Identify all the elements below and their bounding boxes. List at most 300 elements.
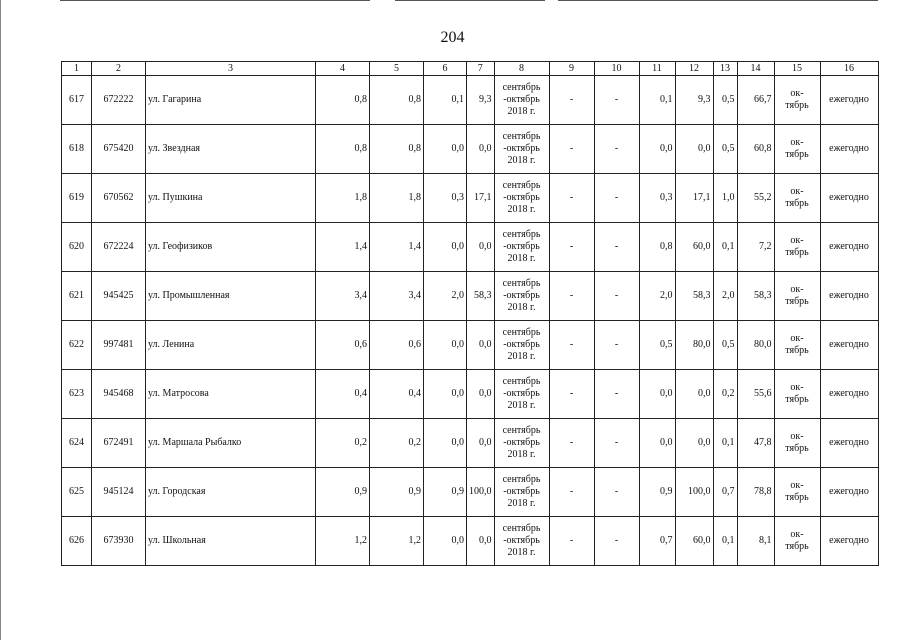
cell-text: 945468 [103,388,134,399]
cell-text: 0,8 [660,241,673,252]
value-cell-14 [737,468,774,517]
cell-text: ежегодно [829,535,869,546]
cell-text: - [569,339,574,350]
cell-text: - [569,388,574,399]
cell-text: 0,1 [722,437,735,448]
column-header: 16 [820,62,878,76]
cell-text: ежегодно [829,143,869,154]
value-cell-9 [549,125,594,174]
cell-text: тябрь [785,541,809,552]
cell-text: 0,0 [660,143,673,154]
row-number-cell [62,223,92,272]
value-cell-6 [424,321,467,370]
value-cell-5 [370,468,424,517]
cell-text: ул. Звездная [148,143,201,154]
cell-text: сентябрь [502,523,541,534]
value-cell-5 [370,223,424,272]
month-cell [774,321,820,370]
cell-text: ежегодно [829,437,869,448]
value-cell-6 [424,419,467,468]
period-cell [494,321,549,370]
cell-text: ок- [790,186,804,197]
value-cell-5 [370,76,424,125]
frequency-cell [820,419,878,468]
value-cell-4 [316,321,370,370]
cell-text: 0,5 [660,339,673,350]
cell-text: тябрь [785,149,809,160]
period-cell [494,272,549,321]
cell-text: - [614,143,619,154]
value-cell-13 [713,174,737,223]
cell-text: 60,0 [693,535,711,546]
cell-text: - [569,437,574,448]
month-cell [774,125,820,174]
code-cell [92,419,146,468]
cell-text: - [569,241,574,252]
cell-text: ул. Геофизиков [148,241,213,252]
value-cell-11 [639,76,675,125]
page-number: 204 [440,29,465,46]
cell-text: 0,8 [408,143,421,154]
cell-text: - [614,290,619,301]
cell-text: 3,4 [408,290,421,301]
cell-text: 0,0 [479,388,492,399]
cell-text: 58,3 [474,290,492,301]
cell-text: 0,8 [408,94,421,105]
value-cell-9 [549,468,594,517]
cell-text: ежегодно [829,241,869,252]
value-cell-5 [370,174,424,223]
value-cell-10 [594,468,639,517]
column-header: 6 [424,62,467,76]
value-cell-9 [549,321,594,370]
value-cell-5 [370,419,424,468]
value-cell-9 [549,272,594,321]
top-border-line [395,0,545,1]
column-header: 8 [494,62,549,76]
cell-text: ок- [790,431,804,442]
value-cell-14 [737,370,774,419]
cell-text: ок- [790,333,804,344]
column-header: 5 [370,62,424,76]
period-cell [494,419,549,468]
cell-text: 0,3 [660,192,673,203]
period-cell [494,76,549,125]
cell-text: 997481 [103,339,134,350]
column-header: 2 [92,62,146,76]
row-number-cell [62,370,92,419]
cell-text: 0,0 [698,143,711,154]
cell-text: 675420 [103,143,134,154]
month-cell [774,517,820,566]
cell-text: 0,2 [722,388,735,399]
cell-text: тябрь [785,296,809,307]
cell-text: 670562 [103,192,134,203]
cell-text: 80,0 [754,339,772,350]
cell-text: ежегодно [829,339,869,350]
value-cell-13 [713,468,737,517]
cell-text: 0,7 [722,486,735,497]
value-cell-14 [737,76,774,125]
cell-text: 2018 г. [507,498,536,509]
cell-text: сентябрь [502,327,541,338]
value-cell-9 [549,370,594,419]
cell-text: тябрь [785,247,809,258]
value-cell-12 [675,125,713,174]
cell-text: 0,2 [354,437,367,448]
cell-text: 66,7 [754,94,772,105]
period-cell [494,517,549,566]
code-cell [92,76,146,125]
frequency-cell [820,370,878,419]
cell-text: 0,0 [451,143,464,154]
cell-text: 0,0 [451,437,464,448]
cell-text: 0,1 [660,94,673,105]
value-cell-14 [737,223,774,272]
value-cell-11 [639,321,675,370]
frequency-cell [820,76,878,125]
cell-text: ежегодно [829,94,869,105]
cell-text: 17,1 [693,192,711,203]
cell-text: - [569,143,574,154]
cell-text: 945124 [103,486,134,497]
cell-text: 58,3 [693,290,711,301]
cell-text: тябрь [785,345,809,356]
cell-text: -октябрь [503,192,540,203]
frequency-cell [820,321,878,370]
value-cell-6 [424,125,467,174]
value-cell-13 [713,370,737,419]
value-cell-6 [424,370,467,419]
value-cell-10 [594,76,639,125]
cell-text: 17,1 [474,192,492,203]
cell-text: 2,0 [722,290,735,301]
cell-text: 0,0 [479,143,492,154]
cell-text: -октябрь [503,94,540,105]
cell-text: 0,0 [698,388,711,399]
cell-text: 1,8 [408,192,421,203]
cell-text: 618 [69,143,84,154]
street-cell [146,272,316,321]
column-header: 4 [316,62,370,76]
street-cell [146,76,316,125]
cell-text: 624 [69,437,84,448]
value-cell-7 [467,370,495,419]
value-cell-5 [370,321,424,370]
table-row [62,223,879,272]
code-cell [92,517,146,566]
cell-text: 1,2 [354,535,367,546]
cell-text: 0,2 [408,437,421,448]
value-cell-14 [737,174,774,223]
value-cell-11 [639,419,675,468]
value-cell-13 [713,272,737,321]
value-cell-11 [639,125,675,174]
street-cell [146,419,316,468]
frequency-cell [820,517,878,566]
row-number-cell [62,125,92,174]
frequency-cell [820,223,878,272]
frequency-cell [820,125,878,174]
value-cell-10 [594,174,639,223]
cell-text: 0,0 [698,437,711,448]
value-cell-14 [737,419,774,468]
cell-text: 7,2 [759,241,772,252]
cell-text: 0,7 [660,535,673,546]
value-cell-12 [675,223,713,272]
cell-text: 8,1 [759,535,772,546]
value-cell-4 [316,272,370,321]
cell-text: 2018 г. [507,400,536,411]
value-cell-7 [467,125,495,174]
cell-text: 0,0 [451,339,464,350]
cell-text: ул. Городская [148,486,206,497]
cell-text: ежегодно [829,290,869,301]
cell-text: -октябрь [503,143,540,154]
value-cell-5 [370,517,424,566]
cell-text: ул. Матросова [148,388,209,399]
cell-text: 0,0 [479,437,492,448]
cell-text: ок- [790,235,804,246]
cell-text: 0,6 [354,339,367,350]
cell-text: 0,0 [479,339,492,350]
row-number-cell [62,76,92,125]
value-cell-12 [675,468,713,517]
cell-text: ежегодно [829,388,869,399]
cell-text: - [569,94,574,105]
column-header: 11 [639,62,675,76]
cell-text: 672224 [103,241,134,252]
cell-text: 0,1 [722,241,735,252]
value-cell-13 [713,321,737,370]
period-cell [494,468,549,517]
cell-text: 55,6 [754,388,772,399]
value-cell-12 [675,76,713,125]
value-cell-4 [316,419,370,468]
cell-text: 673930 [103,535,134,546]
table-row [62,468,879,517]
cell-text: 55,2 [754,192,772,203]
cell-text: ул. Пушкина [148,192,203,203]
value-cell-10 [594,321,639,370]
cell-text: - [569,535,574,546]
cell-text: 2018 г. [507,204,536,215]
value-cell-11 [639,223,675,272]
code-cell [92,125,146,174]
value-cell-6 [424,174,467,223]
value-cell-11 [639,174,675,223]
cell-text: 0,5 [722,339,735,350]
cell-text: 0,4 [408,388,421,399]
cell-text: ок- [790,137,804,148]
table-row [62,370,879,419]
value-cell-7 [467,223,495,272]
street-cell [146,370,316,419]
header-row [62,62,879,76]
value-cell-6 [424,223,467,272]
data-table [61,61,879,566]
row-number-cell [62,419,92,468]
value-cell-14 [737,125,774,174]
cell-text: 0,8 [354,94,367,105]
cell-text: ул. Маршала Рыбалко [148,437,242,448]
cell-text: 0,9 [408,486,421,497]
row-number-cell [62,321,92,370]
value-cell-10 [594,370,639,419]
value-cell-7 [467,76,495,125]
value-cell-12 [675,370,713,419]
cell-text: 2018 г. [507,155,536,166]
cell-text: сентябрь [502,82,541,93]
cell-text: сентябрь [502,180,541,191]
cell-text: ул. Школьная [148,535,206,546]
cell-text: 1,8 [354,192,367,203]
cell-text: 617 [69,94,84,105]
cell-text: 0,3 [451,192,464,203]
column-header: 15 [774,62,820,76]
cell-text: 0,0 [479,535,492,546]
table-row [62,321,879,370]
cell-text: 0,9 [451,486,464,497]
cell-text: ок- [790,529,804,540]
cell-text: 80,0 [693,339,711,350]
month-cell [774,370,820,419]
code-cell [92,370,146,419]
table-row [62,272,879,321]
period-cell [494,174,549,223]
column-header: 9 [549,62,594,76]
value-cell-7 [467,321,495,370]
value-cell-13 [713,517,737,566]
cell-text: 0,8 [354,143,367,154]
code-cell [92,174,146,223]
cell-text: тябрь [785,198,809,209]
value-cell-13 [713,76,737,125]
cell-text: сентябрь [502,474,541,485]
cell-text: -октябрь [503,388,540,399]
cell-text: - [569,192,574,203]
street-cell [146,321,316,370]
value-cell-7 [467,517,495,566]
cell-text: - [614,535,619,546]
cell-text: 622 [69,339,84,350]
cell-text: - [614,437,619,448]
period-cell [494,370,549,419]
row-number-cell [62,517,92,566]
cell-text: 0,0 [451,535,464,546]
cell-text: 2018 г. [507,547,536,558]
cell-text: - [614,192,619,203]
table-row [62,125,879,174]
frequency-cell [820,174,878,223]
cell-text: сентябрь [502,278,541,289]
value-cell-12 [675,419,713,468]
cell-text: - [614,339,619,350]
cell-text: ежегодно [829,192,869,203]
value-cell-6 [424,272,467,321]
value-cell-4 [316,370,370,419]
month-cell [774,223,820,272]
value-cell-13 [713,419,737,468]
value-cell-14 [737,517,774,566]
cell-text: 58,3 [754,290,772,301]
cell-text: тябрь [785,100,809,111]
cell-text: 60,0 [693,241,711,252]
cell-text: 47,8 [754,437,772,448]
cell-text: ежегодно [829,486,869,497]
cell-text: 945425 [103,290,134,301]
value-cell-6 [424,468,467,517]
value-cell-4 [316,125,370,174]
cell-text: ул. Ленина [148,339,195,350]
value-cell-4 [316,517,370,566]
value-cell-6 [424,517,467,566]
value-cell-10 [594,223,639,272]
value-cell-10 [594,125,639,174]
cell-text: 620 [69,241,84,252]
cell-text: сентябрь [502,229,541,240]
code-cell [92,272,146,321]
cell-text: 1,2 [408,535,421,546]
value-cell-9 [549,517,594,566]
page-edge [0,0,1,640]
value-cell-13 [713,223,737,272]
value-cell-9 [549,223,594,272]
cell-text: -октябрь [503,290,540,301]
table-row [62,76,879,125]
column-header: 14 [737,62,774,76]
value-cell-14 [737,321,774,370]
cell-text: 9,3 [479,94,492,105]
cell-text: тябрь [785,394,809,405]
frequency-cell [820,468,878,517]
cell-text: 60,8 [754,143,772,154]
value-cell-4 [316,174,370,223]
cell-text: 2,0 [660,290,673,301]
value-cell-9 [549,174,594,223]
cell-text: -октябрь [503,241,540,252]
cell-text: сентябрь [502,425,541,436]
cell-text: сентябрь [502,376,541,387]
column-header: 12 [675,62,713,76]
cell-text: - [614,241,619,252]
value-cell-12 [675,321,713,370]
month-cell [774,272,820,321]
value-cell-14 [737,272,774,321]
cell-text: 2018 г. [507,449,536,460]
cell-text: ок- [790,88,804,99]
value-cell-7 [467,468,495,517]
value-cell-5 [370,125,424,174]
value-cell-10 [594,517,639,566]
cell-text: 0,5 [722,94,735,105]
value-cell-10 [594,419,639,468]
value-cell-11 [639,272,675,321]
value-cell-11 [639,517,675,566]
cell-text: 625 [69,486,84,497]
row-number-cell [62,272,92,321]
cell-text: 2,0 [451,290,464,301]
street-cell [146,125,316,174]
cell-text: ул. Промышленная [148,290,230,301]
cell-text: 0,1 [451,94,464,105]
cell-text: 0,9 [660,486,673,497]
cell-text: - [614,388,619,399]
value-cell-9 [549,419,594,468]
code-cell [92,223,146,272]
column-header: 10 [594,62,639,76]
value-cell-12 [675,517,713,566]
